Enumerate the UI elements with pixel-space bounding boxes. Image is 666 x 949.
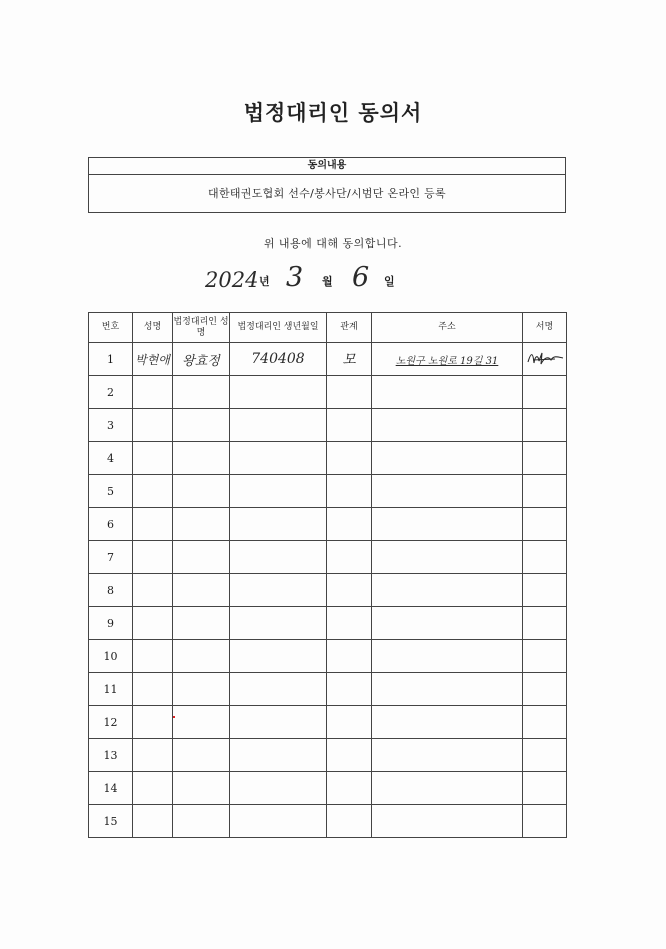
table-row: [89, 376, 567, 409]
table-row: [89, 409, 567, 442]
row-guardian-birth: 740408: [230, 343, 327, 376]
table-row: [89, 640, 567, 673]
row-no: 8: [89, 574, 133, 607]
table-row: [89, 673, 567, 706]
red-ink-dot: [173, 716, 175, 718]
date-year-unit: 년: [259, 275, 270, 288]
table-row: [89, 772, 567, 805]
consent-body: 대한태권도협회 선수/봉사단/시범단 온라인 등록: [208, 187, 446, 200]
row-relation: 모: [327, 343, 372, 376]
row-no: 14: [89, 772, 133, 805]
agree-statement: 위 내용에 대해 동의합니다.: [263, 237, 403, 250]
table-row: [89, 475, 567, 508]
row-no: 5: [89, 475, 133, 508]
consent-box: [88, 157, 566, 213]
table-row: [89, 706, 567, 739]
row-no: 9: [89, 607, 133, 640]
row-address: 노원구 노원로 19길 31: [372, 343, 523, 376]
header-no: 번호: [89, 313, 133, 343]
row-no: 7: [89, 541, 133, 574]
row-no: 1: [89, 343, 133, 376]
guardian-roster-table: [88, 312, 567, 838]
row-no: 11: [89, 673, 133, 706]
table-row: [89, 739, 567, 772]
date-month-handwritten: 3: [286, 262, 304, 293]
header-address: 주소: [372, 313, 523, 343]
table-row: [89, 541, 567, 574]
table-row: [89, 607, 567, 640]
document-title: 법정대리인 동의서: [243, 101, 423, 125]
date-day-handwritten: 6: [352, 262, 370, 293]
handwritten-signature: [525, 348, 565, 370]
row-no: 15: [89, 805, 133, 838]
row-guardian-name: 왕효정: [173, 343, 230, 376]
row-signature: [523, 343, 567, 376]
table-row: [89, 442, 567, 475]
header-signature: 서명: [523, 313, 567, 343]
table-row: [89, 805, 567, 838]
table-header-row: [89, 313, 567, 343]
date-year-handwritten: 2024: [205, 268, 259, 292]
date-row: [0, 262, 666, 298]
row-no: 3: [89, 409, 133, 442]
row-no: 13: [89, 739, 133, 772]
row-no: 12: [89, 706, 133, 739]
table-row: [89, 343, 567, 376]
date-day-unit: 일: [384, 275, 395, 288]
row-name: 박현애: [133, 343, 173, 376]
table-row: [89, 508, 567, 541]
date-month-unit: 월: [322, 275, 333, 288]
header-guardian-birth: 법정대리인 생년월일: [230, 313, 327, 343]
consent-header: 동의내용: [89, 158, 565, 175]
header-guardian-name: 법정대리인 성명: [173, 313, 230, 343]
row-no: 4: [89, 442, 133, 475]
row-no: 10: [89, 640, 133, 673]
row-no: 2: [89, 376, 133, 409]
row-no: 6: [89, 508, 133, 541]
header-name: 성명: [133, 313, 173, 343]
table-row: [89, 574, 567, 607]
header-relation: 관계: [327, 313, 372, 343]
